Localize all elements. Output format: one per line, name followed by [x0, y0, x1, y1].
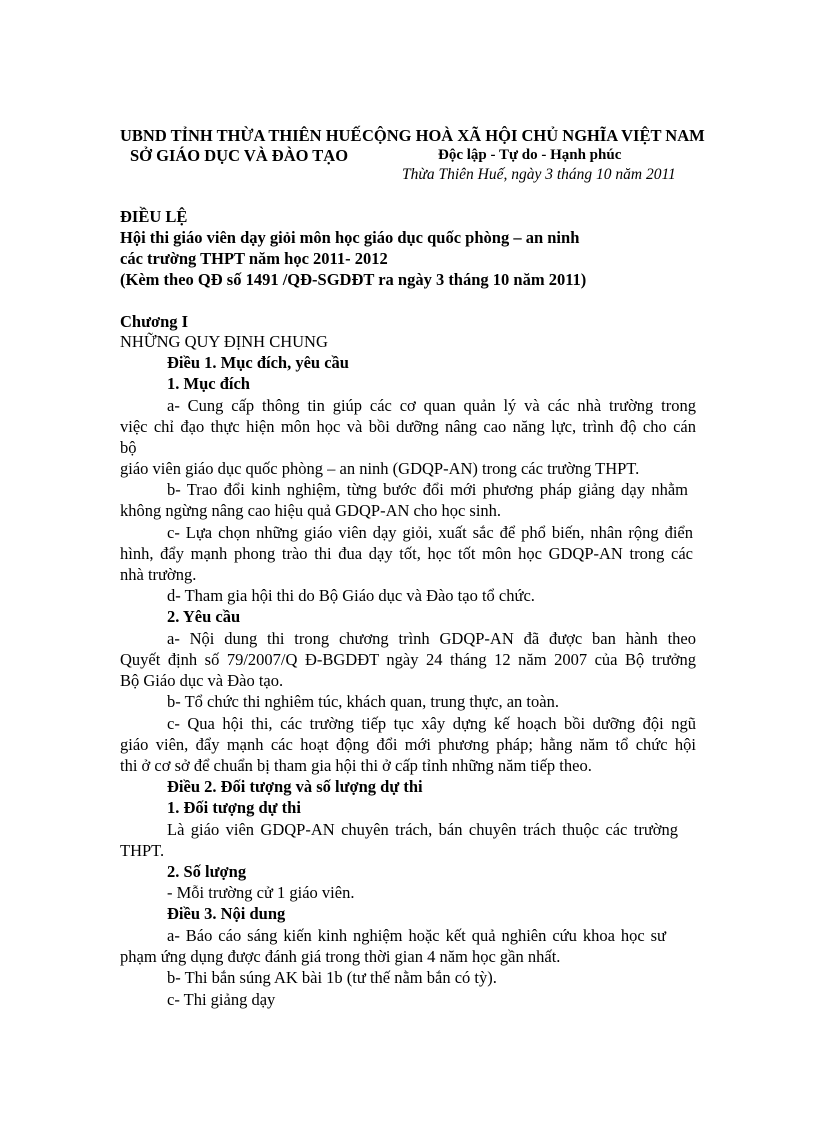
- paragraph-line: Bộ Giáo dục và Đào tạo.: [120, 671, 284, 690]
- document-subtitle-2: các trường THPT năm học 2011- 2012: [120, 249, 388, 268]
- paragraph-line: không ngừng nâng cao hiệu quả GDQP-AN cho học sinh.: [120, 501, 502, 520]
- paragraph-line: hình, đẩy mạnh phong trào thi đua dạy tốt, học tốt môn học GDQP-AN trong các: [120, 544, 693, 563]
- paragraph-line: b- Thi bắn súng AK bài 1b (tư thế nằm bắn có tỳ).: [167, 968, 497, 987]
- document-subtitle-1: Hội thi giáo viên dạy giỏi môn học giáo dục quốc phòng – an ninh: [120, 228, 580, 247]
- paragraph-line: b- Tổ chức thi nghiêm túc, khách quan, trung thực, an toàn.: [167, 692, 559, 711]
- section-2-2-heading: 2. Số lượng: [167, 862, 247, 881]
- issue-date: Thừa Thiên Huế, ngày 3 tháng 10 năm 2011: [402, 166, 676, 183]
- chapter-name: NHỮNG QUY ĐỊNH CHUNG: [120, 332, 328, 351]
- article-3-heading: Điều 3. Nội dung: [167, 904, 286, 923]
- paragraph-line: a- Cung cấp thông tin giúp các cơ quan quản lý và các nhà trường trong: [167, 396, 696, 415]
- paragraph-line: việc chỉ đạo thực hiện môn học và bồi dưỡng nâng cao năng lực, trình độ cho cán: [120, 417, 696, 436]
- paragraph-line: giáo viên giáo dục quốc phòng – an ninh (GDQP-AN) trong các trường THPT.: [120, 459, 640, 478]
- article-1-heading: Điều 1. Mục đích, yêu cầu: [167, 353, 349, 372]
- section-1-heading: 1. Mục đích: [167, 374, 250, 393]
- section-2-1-heading: 1. Đối tượng dự thi: [167, 798, 301, 817]
- document-title: ĐIỀU LỆ: [120, 207, 188, 226]
- paragraph-line: THPT.: [120, 841, 165, 860]
- paragraph-line: d- Tham gia hội thi do Bộ Giáo dục và Đào tạo tổ chức.: [167, 586, 535, 605]
- paragraph-line: phạm ứng dụng được đánh giá trong thời gian 4 năm học gần nhất.: [120, 947, 561, 966]
- paragraph-line: a- Nội dung thi trong chương trình GDQP-AN đã được ban hành theo: [167, 629, 696, 648]
- paragraph-line: Quyết định số 79/2007/Q Đ-BGDĐT ngày 24 tháng 12 năm 2007 của Bộ trưởng: [120, 650, 696, 669]
- national-motto: Độc lập - Tự do - Hạnh phúc: [438, 147, 622, 163]
- paragraph-line: giáo viên, đẩy mạnh các hoạt động đổi mới phương pháp; hằng năm tổ chức hội: [120, 735, 696, 754]
- paragraph-line: c- Lựa chọn những giáo viên dạy giỏi, xuất sắc để phổ biến, nhân rộng điển: [167, 523, 693, 542]
- document-reference: (Kèm theo QĐ số 1491 /QĐ-SGDĐT ra ngày 3 tháng 10 năm 2011): [120, 270, 587, 289]
- national-title: CỘNG HOÀ XÃ HỘI CHỦ NGHĨA VIỆT NAM: [362, 126, 705, 145]
- issuer-line2: SỞ GIÁO DỤC VÀ ĐÀO TẠO: [130, 146, 349, 165]
- article-2-heading: Điều 2. Đối tượng và số lượng dự thi: [167, 777, 423, 796]
- paragraph-line: - Mỗi trường cử 1 giáo viên.: [167, 883, 355, 902]
- issuer-line1: UBND TỈNH THỪA THIÊN HUẾ: [120, 126, 362, 145]
- paragraph-line: nhà trường.: [120, 565, 197, 584]
- paragraph-line: Là giáo viên GDQP-AN chuyên trách, bán chuyên trách thuộc các trường: [167, 820, 678, 839]
- paragraph-line: c- Thi giảng dạy: [167, 990, 276, 1009]
- paragraph-line: a- Báo cáo sáng kiến kinh nghiệm hoặc kết quả nghiên cứu khoa học sư: [167, 926, 666, 945]
- paragraph-line: thi ở cơ sở để chuẩn bị tham gia hội thi ở cấp tỉnh những năm tiếp theo.: [120, 756, 592, 775]
- section-2-heading: 2. Yêu cầu: [167, 607, 241, 626]
- chapter-number: Chương I: [120, 312, 189, 331]
- paragraph-line: b- Trao đổi kinh nghiệm, từng bước đổi mới phương pháp giảng dạy nhằm: [167, 480, 688, 499]
- paragraph-line: bộ: [120, 438, 137, 457]
- paragraph-line: c- Qua hội thi, các trường tiếp tục xây dựng kế hoạch bồi dưỡng đội ngũ: [167, 714, 696, 733]
